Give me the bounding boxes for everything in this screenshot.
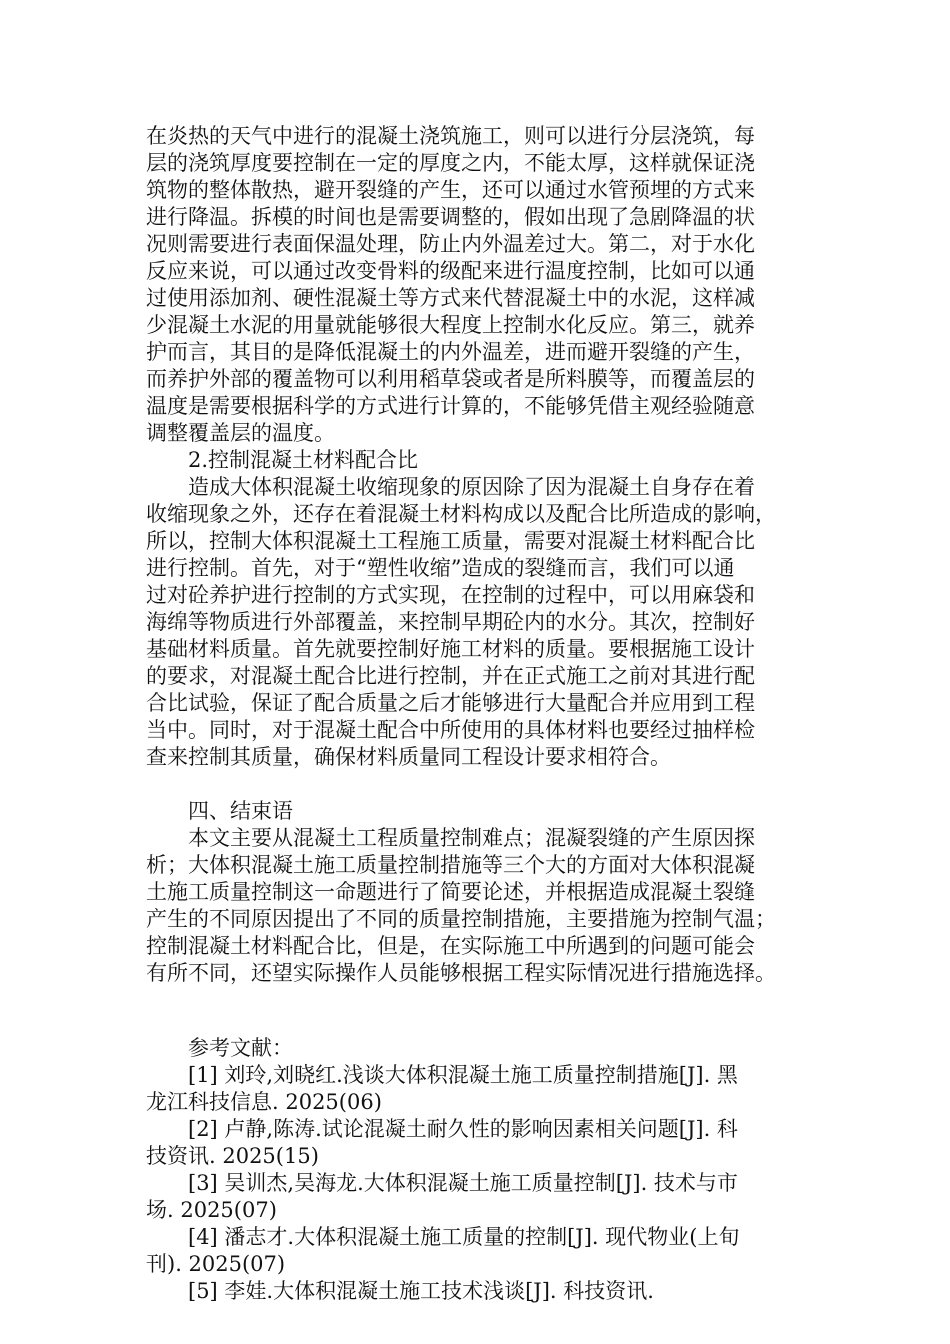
paragraph-line: 过对砼养护进行控制的方式实现，在控制的过程中，可以用麻袋和 [146, 583, 755, 607]
paragraph-line: 进行降温。拆模的时间也是需要调整的，假如出现了急剧降温的状 [146, 205, 755, 229]
paragraph-line: 进行控制。首先，对于“塑性收缩”造成的裂缝而言，我们可以通 [146, 556, 735, 580]
paragraph-line: 当中。同时，对于混凝土配合中所使用的具体材料也要经过抽样检 [146, 718, 755, 742]
paragraph-line: 查来控制其质量，确保材料质量同工程设计要求相符合。 [146, 745, 671, 769]
section-heading-conclusion: 四、结束语 [188, 799, 293, 823]
paragraph-line: 收缩现象之外，还存在着混凝土材料构成以及配合比所造成的影响， [146, 502, 776, 526]
paragraph-line: 在炎热的天气中进行的混凝土浇筑施工，则可以进行分层浇筑，每 [146, 124, 755, 148]
paragraph-line: 过使用添加剂、硬性混凝土等方式来代替混凝土中的水泥，这样减 [146, 286, 755, 310]
reference-line: 龙江科技信息. 2025(06) [146, 1090, 382, 1114]
paragraph-line: 所以，控制大体积混凝土工程施工质量，需要对混凝土材料配合比 [146, 529, 755, 553]
body-paragraph-temperature [146, 123, 808, 447]
reference-item [146, 1224, 808, 1278]
paragraph-line: 护而言，其目的是降低混凝土的内外温差，进而避开裂缝的产生， [146, 340, 755, 364]
paragraph-line: 产生的不同原因提出了不同的质量控制措施，主要措施为控制气温； [146, 907, 776, 931]
spacer [146, 771, 808, 798]
paragraph-line: 造成大体积混凝土收缩现象的原因除了因为混凝土自身存在着 [188, 475, 755, 499]
paragraph-line: 层的浇筑厚度要控制在一定的厚度之内，不能太厚，这样就保证浇 [146, 151, 755, 175]
paragraph-line: 少混凝土水泥的用量就能够很大程度上控制水化反应。第三，就养 [146, 313, 755, 337]
document-page [146, 123, 808, 1305]
paragraph-line: 调整覆盖层的温度。 [146, 421, 335, 445]
reference-line: [4] 潘志才.大体积混凝土施工质量的控制[J]. 现代物业(上旬 [188, 1225, 740, 1249]
reference-line: [1] 刘玲,刘晓红.浅谈大体积混凝土施工质量控制措施[J]. 黑 [188, 1063, 738, 1087]
paragraph-line: 有所不同，还望实际操作人员能够根据工程实际情况进行措施选择。 [146, 961, 776, 985]
section-heading-mix-ratio: 2.控制混凝土材料配合比 [188, 448, 419, 472]
paragraph-line: 温度是需要根据科学的方式进行计算的，不能够凭借主观经验随意 [146, 394, 755, 418]
reference-item [146, 1170, 808, 1224]
reference-item [146, 1116, 808, 1170]
references-heading: 参考文献： [188, 1036, 293, 1060]
reference-line: 刊). 2025(07) [146, 1252, 286, 1276]
paragraph-line: 筑物的整体散热，避开裂缝的产生，还可以通过水管预埋的方式来 [146, 178, 755, 202]
paragraph-line: 本文主要从混凝土工程质量控制难点；混凝裂缝的产生原因探 [188, 826, 755, 850]
body-paragraph-conclusion [146, 825, 808, 987]
paragraph-line: 况则需要进行表面保温处理，防止内外温差过大。第二，对于水化 [146, 232, 755, 256]
paragraph-line: 控制混凝土材料配合比，但是，在实际施工中所遇到的问题可能会 [146, 934, 755, 958]
body-paragraph-mix-ratio [146, 474, 808, 771]
paragraph-line: 的要求，对混凝土配合比进行控制，并在正式施工之前对其进行配 [146, 664, 755, 688]
reference-line: 技资讯. 2025(15) [146, 1144, 319, 1168]
paragraph-line: 反应来说，可以通过改变骨料的级配来进行温度控制，比如可以通 [146, 259, 755, 283]
paragraph-line: 析；大体积混凝土施工质量控制措施等三个大的方面对大体积混凝 [146, 853, 755, 877]
paragraph-line: 合比试验，保证了配合质量之后才能够进行大量配合并应用到工程 [146, 691, 755, 715]
paragraph-line: 而养护外部的覆盖物可以利用稻草袋或者是所料膜等，而覆盖层的 [146, 367, 755, 391]
spacer [146, 987, 808, 1035]
paragraph-line: 土施工质量控制这一命题进行了简要论述，并根据造成混凝土裂缝 [146, 880, 755, 904]
reference-item [146, 1278, 808, 1305]
paragraph-line: 基础材料质量。首先就要控制好施工材料的质量。要根据施工设计 [146, 637, 755, 661]
reference-line: [2] 卢静,陈涛.试论混凝土耐久性的影响因素相关问题[J]. 科 [188, 1117, 738, 1141]
references-list [146, 1062, 808, 1305]
reference-line: 场. 2025(07) [146, 1198, 277, 1222]
reference-item [146, 1062, 808, 1116]
reference-line: [3] 吴训杰,吴海龙.大体积混凝土施工质量控制[J]. 技术与市 [188, 1171, 738, 1195]
reference-line: [5] 李娃.大体积混凝土施工技术浅谈[J]. 科技资讯. [188, 1279, 654, 1303]
paragraph-line: 海绵等物质进行外部覆盖，来控制早期砼内的水分。其次，控制好 [146, 610, 755, 634]
